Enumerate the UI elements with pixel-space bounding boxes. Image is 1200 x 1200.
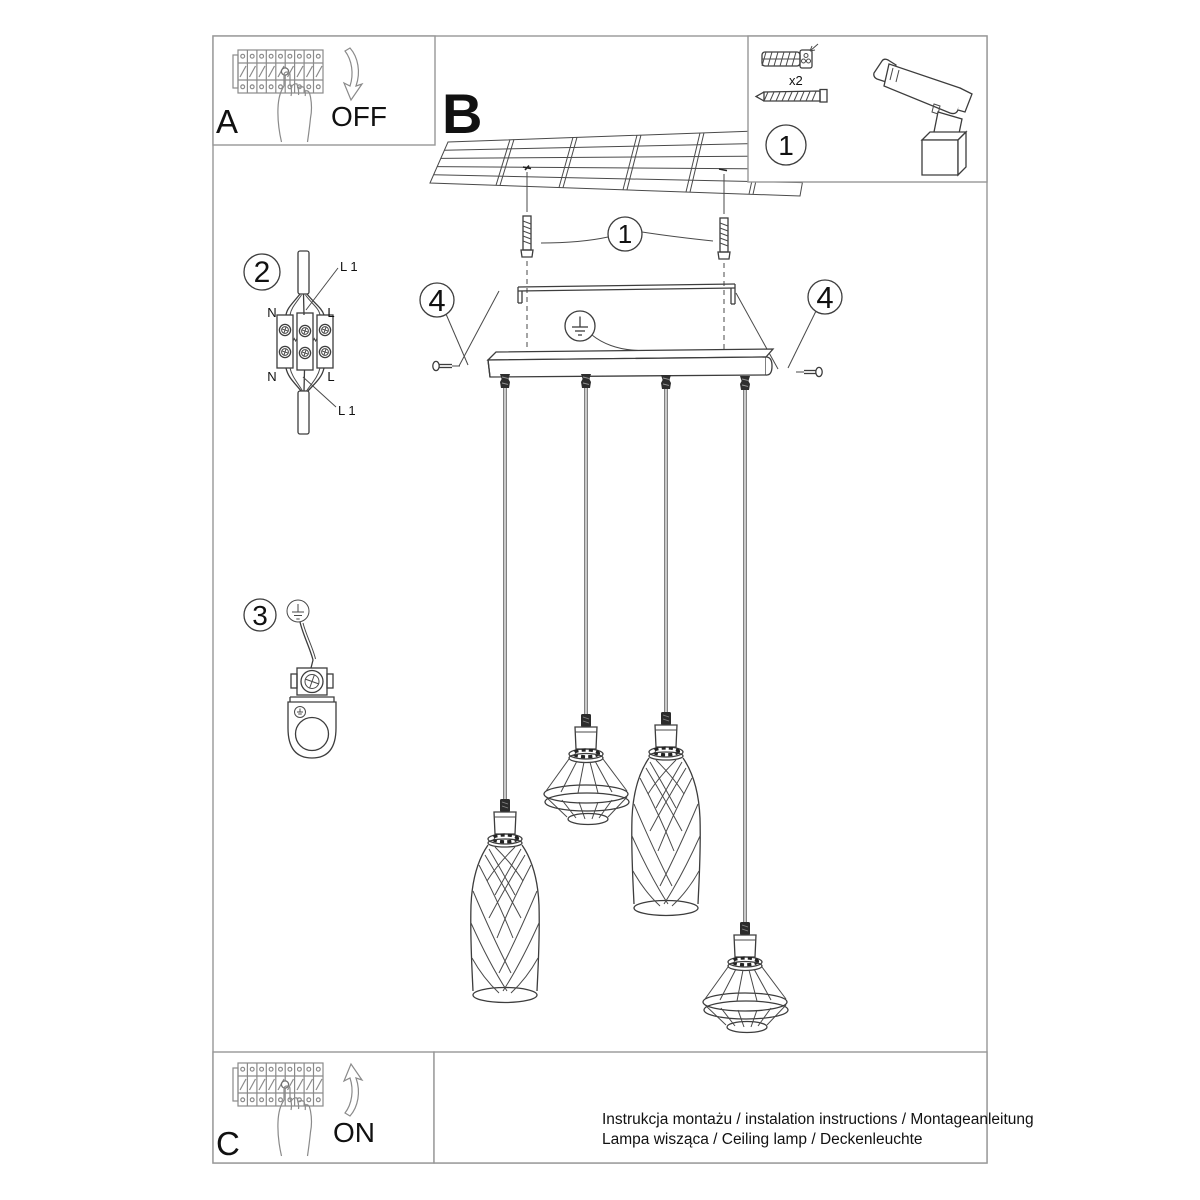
supply-cable-top [286, 251, 324, 315]
footer-line-1: Instrukcja montażu / instalation instructions / Montageanleitung [602, 1111, 1034, 1128]
callout-4-right-leader [788, 311, 816, 368]
wire-l1-bottom-label: L 1 [338, 403, 356, 418]
l1-top-leader [306, 268, 338, 310]
pendant-lamp-3-cone [632, 712, 701, 916]
side-screw-right [796, 367, 822, 376]
ceiling-screw-left [521, 216, 533, 257]
earth-symbol-icon [565, 311, 595, 341]
pendant-lamp-2-diamond [544, 714, 629, 825]
ground-symbol-icon [287, 600, 309, 622]
cord-grip-1 [500, 374, 510, 388]
supply-cable-bottom [286, 368, 324, 434]
switch-on-label: ON [333, 1117, 375, 1148]
wire-n-bottom-label: N [267, 369, 277, 384]
cord-grip-3 [661, 375, 671, 389]
callout-4-left-label: 4 [428, 283, 446, 318]
cord-grip-4 [740, 376, 750, 390]
anchor-qty-label: x2 [789, 73, 803, 88]
wire-l-top-label: L [327, 305, 335, 320]
step-a-box [213, 36, 435, 145]
footer-line-2: Lampa wisząca / Ceiling lamp / Deckenleuchte [602, 1131, 923, 1148]
step-b-label: B [442, 82, 483, 145]
mounting-assembly [420, 216, 842, 390]
sheet-border [213, 36, 987, 1163]
step-2-label: 2 [253, 256, 271, 289]
wire-l-bottom-label: L [327, 369, 335, 384]
wire-l1-top-label: L 1 [340, 259, 358, 274]
cord-grip-2 [581, 374, 591, 388]
ceiling-screw-right [718, 218, 730, 259]
step-3-label: 3 [252, 600, 268, 631]
callout-1-label: 1 [617, 219, 633, 249]
ground-terminal [291, 668, 333, 695]
wiring-diagram [244, 251, 358, 434]
ground-connection-detail [244, 599, 336, 758]
side-screw-left [433, 361, 460, 370]
step-a-label: A [216, 103, 239, 140]
mounting-bracket-body [288, 697, 336, 758]
switch-off-label: OFF [331, 101, 387, 132]
step-c-label: C [216, 1125, 240, 1162]
canopy-rail [488, 349, 773, 377]
callout-4-left-leader [446, 314, 468, 365]
pendant-lamp-4-diamond [703, 922, 788, 1033]
mounting-strap [518, 284, 735, 304]
pendant-cords [505, 388, 745, 923]
pendant-lamp-1-cone [471, 799, 540, 1003]
terminal-block [277, 313, 333, 370]
part-1-label: 1 [778, 130, 794, 161]
callout-4-right-label: 4 [816, 280, 834, 315]
wire-n-top-label: N [267, 305, 277, 320]
